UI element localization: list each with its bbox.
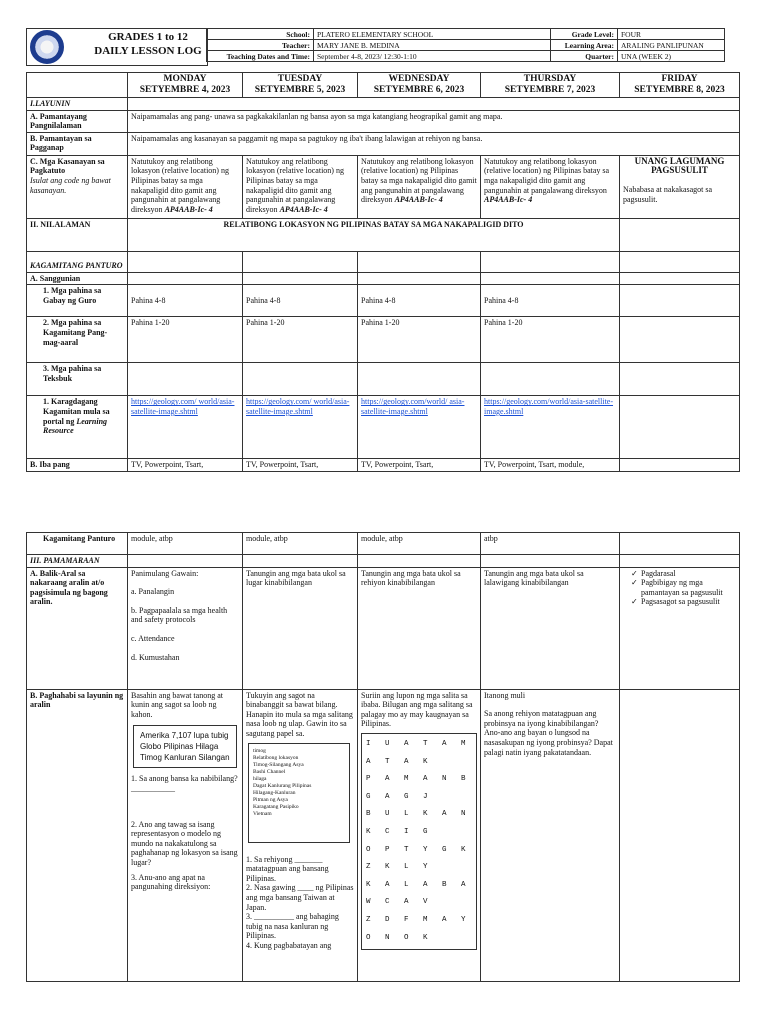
balik-aral-fri — [620, 567, 740, 689]
blank-cell — [358, 272, 481, 285]
quarter-label: Quarter: — [551, 51, 618, 62]
blank-cell — [243, 251, 358, 272]
grid-row: P A M A N B G A G J — [366, 775, 471, 801]
cloud-word: Karagatang Pasipiko — [253, 803, 299, 810]
balik-aral-thu: Tanungin ang mga bata ukol sa lalawigang kinabibilangan — [481, 567, 620, 689]
gabay-guro-wed: Pahina 4-8 — [358, 285, 481, 317]
kasanayan-label-cell — [27, 155, 128, 218]
kasanayan-text: Natutukoy ang relatibong lokasyon (relative location) ng Pilipinas batay sa mga nakapaligid dito gamit ang pangunahin at pangalawang direksyon — [131, 156, 229, 214]
geology-link[interactable]: https://geology.com/ world/asia-satellite-image.shtml — [246, 397, 350, 416]
tue-q3: 3. __________ ang bahaging tubig na nasa kanluran ng Pilipinas. — [246, 912, 339, 941]
iba-mon: TV, Powerpoint, Tsart, — [128, 459, 243, 472]
wed-intro: Suriin ang lupon ng mga salita sa ibaba. Bilugan ang mga salitang sa palagay mo ay may kaugnayan sa Pilipinas. — [361, 690, 473, 729]
grid-row: I U A T A M A T A K — [366, 739, 471, 766]
mon-q3: 3. Anu-ano ang apat na pangunahing direksiyon: — [131, 872, 211, 892]
gawain-item: d. Kumustahan — [131, 652, 180, 662]
blank-cell — [620, 396, 740, 459]
cont-tue: module, atbp — [243, 533, 358, 555]
fri-text: Nababasa at nakakasagot sa pagsusulit. — [623, 184, 713, 204]
balik-aral-wed: Tanungin ang mga bata ukol sa rehiyon kinabibilangan — [358, 567, 481, 689]
day-header-thu — [481, 73, 620, 98]
cloud-word: Timog-Silangang Asya — [253, 761, 304, 768]
checklist-item: ✓ Pagdarasal — [631, 569, 736, 579]
mon-q1: 1. Sa anong bansa ka nabibilang? ___________ — [131, 774, 238, 793]
blank-cell — [620, 317, 740, 363]
school-value: PLATERO ELEMENTARY SCHOOL — [314, 29, 551, 40]
balik-aral-label: A. Balik-Aral sa nakaraang aralin at/o pagsisimula ng bagong aralin. — [27, 567, 128, 689]
fri-title: UNANG LAGUMANG PAGSUSULIT — [634, 155, 725, 176]
kasanayan-wed — [358, 155, 481, 218]
cloud-word: Hilagang-Kanluran — [253, 789, 296, 796]
cont-thu: atbp — [481, 533, 620, 555]
kagamitan-heading: KAGAMITANG PANTURO — [27, 251, 128, 272]
gawain-item: a. Panalangin — [131, 587, 175, 597]
kagamitang-mag-aaral-label: 2. Mga pahina sa Kagamitang Pang-mag-aaral — [27, 317, 128, 363]
blank-cell — [620, 555, 740, 568]
checklist-item: ✓ Pagbibigay ng mga pamantayan sa pagsusulit — [631, 578, 736, 597]
paghahabi-mon — [128, 689, 243, 981]
tue-q2: 2. Nasa gawing ____ ng Pilipinas ang mga bansang Taiwan at Japan. — [246, 883, 354, 912]
day-date: SETYEMBRE 8, 2023 — [634, 85, 725, 95]
thu-text: Sa anong rehiyon matatagpuan ang probinsya na iyong kinabibilangan? Ano-ano ang bayan o lungsod na nasasakupan ng iyong probinsya? Dapat palagi natin iyang pakatatandaan. — [484, 709, 613, 757]
school-label: School: — [207, 29, 314, 40]
grade-value: FOUR — [618, 29, 725, 40]
cloud-word: timog — [253, 747, 266, 754]
dates-value: September 4-8, 2023/ 12:30-1:10 — [314, 51, 551, 62]
paghahabi-wed — [358, 689, 481, 981]
day-name: MONDAY — [163, 74, 207, 84]
balik-aral-tue: Tanungin ang mga bata ukol sa lugar kinabibilangan — [243, 567, 358, 689]
blank-cell — [243, 363, 358, 396]
blank-cell — [128, 98, 740, 111]
gabay-guro-thu: Pahina 4-8 — [481, 285, 620, 317]
blank-cell — [481, 555, 620, 568]
day-header-tue — [243, 73, 358, 98]
day-header-fri — [620, 73, 740, 98]
layunin-heading: I.LAYUNIN — [27, 98, 128, 111]
link-cell-wed — [358, 396, 481, 459]
pamantayan-pagganap-label: B. Pamantayan sa Pagganap — [27, 132, 128, 155]
cont-mon: module, atbp — [128, 533, 243, 555]
paghahabi-tue — [243, 689, 358, 981]
kasanayan-text: Natutukoy ang relatibong lokasyon (relative location) ng Pilipinas batay sa mga nakapaligid dito gamit ang pangunahin at pangalawang direksyon — [361, 156, 477, 205]
cloud-word: Pitman ng Asya — [253, 796, 288, 803]
blank-cell — [243, 272, 358, 285]
cloud-word: Dagat Kanlurang Pilipinas — [253, 782, 312, 789]
cloud-word: Vietnam — [253, 810, 272, 817]
title-line-1: GRADES 1 to 12 — [108, 31, 188, 43]
balik-aral-mon — [128, 567, 243, 689]
day-name: FRIDAY — [661, 74, 698, 84]
day-name: THURSDAY — [523, 74, 577, 84]
word-box: Amerika 7,107 lupa tubig Globo Pilipinas Hilaga Timog Kanluran Silangan — [133, 725, 237, 768]
area-value: ARALING PANLIPUNAN — [618, 40, 725, 51]
kasanayan-code: AP4AAB-Ic- 4 — [394, 195, 443, 205]
day-date: SETYEMBRE 7, 2023 — [504, 85, 596, 95]
cont-wed: module, atbp — [358, 533, 481, 555]
cloud-word: hilaga — [253, 775, 267, 782]
blank-cell — [620, 272, 740, 285]
portal-label — [27, 396, 128, 459]
word-cloud-box — [248, 743, 350, 843]
link-cell-thu — [481, 396, 620, 459]
iba-wed: TV, Powerpoint, Tsart, — [358, 459, 481, 472]
geology-link[interactable]: https://geology.com/world/ asia-satellite-image.shtml — [361, 397, 465, 416]
blank-cell — [128, 363, 243, 396]
kasanayan-label: C. Mga Kasanayan sa Pagkatuto — [30, 156, 105, 176]
deped-seal-icon — [30, 30, 64, 64]
day-name: TUESDAY — [277, 74, 323, 84]
mag-aaral-tue: Pahina 1-20 — [243, 317, 358, 363]
day-header-wed — [358, 73, 481, 98]
tue-q4: 4. Kung pagbabatayan ang — [246, 940, 332, 950]
gawain-item: b. Pagpapaalala sa mga health and safety protocols — [131, 605, 228, 625]
day-header-mon — [128, 73, 243, 98]
kasanayan-note: Isulat ang code ng bawat kasanayan. — [30, 175, 111, 195]
teacher-value: MARY JANE B. MEDINA — [314, 40, 551, 51]
gabay-guro-mon: Pahina 4-8 — [128, 285, 243, 317]
blank-cell — [128, 251, 243, 272]
blank-cell — [620, 533, 740, 555]
checklist-item: ✓ Pagsasagot sa pagsusulit — [631, 597, 736, 607]
lesson-table-page1 — [26, 72, 740, 472]
teacher-label: Teacher: — [207, 40, 314, 51]
title-line-2: DAILY LESSON LOG — [94, 45, 202, 57]
thu-title: Itanong muli — [484, 690, 526, 700]
word-search-grid — [361, 733, 477, 950]
grid-row: K A L A B A W C A V — [366, 880, 471, 907]
corner-cell — [27, 73, 128, 98]
blank-cell — [128, 272, 243, 285]
info-table — [206, 28, 725, 62]
paghahabi-label: B. Paghahabi sa layunin ng aralin — [27, 689, 128, 981]
blank-cell — [620, 251, 740, 272]
tue-intro: Tukuyin ang sagot na binabanggit sa bawat bilang. Hanapin ito mula sa mga salitang nasa loob ng ulap. Gawin ito sa sagutang papel sa. — [246, 690, 353, 738]
blank-cell — [358, 251, 481, 272]
link-cell-mon — [128, 396, 243, 459]
fri-checklist — [623, 569, 736, 607]
paghahabi-thu — [481, 689, 620, 981]
blank-cell — [481, 363, 620, 396]
blank-cell — [481, 251, 620, 272]
sanggunian-label: A. Sanggunian — [27, 272, 128, 285]
header — [26, 28, 739, 65]
blank-cell — [358, 363, 481, 396]
area-label: Learning Area: — [551, 40, 618, 51]
grade-label: Grade Level: — [551, 29, 618, 40]
nilalaman-text: RELATIBONG LOKASYON NG PILIPINAS BATAY SA MGA NAKAPALIGID DITO — [128, 218, 620, 251]
kasanayan-text: Natutukoy ang relatibong lokasyon (relative location) ng Pilipinas batay sa mga nakapaligid dito gamit ang pangunahin at pangalawang direksyon — [246, 156, 344, 214]
blank-cell — [243, 555, 358, 568]
kasanayan-text: Natutukoy ang relatibong lokasyon (relative location) ng Pilipinas batay sa mga nakapaligid dito gamit ang pangunahin at pangalawang direksyon — [484, 156, 610, 195]
gawain-item: c. Attendance — [131, 633, 175, 643]
kasanayan-code: AP4AAB-Ic- 4 — [484, 195, 533, 205]
day-date: SETYEMBRE 5, 2023 — [254, 85, 346, 95]
mon-intro: Basahin ang bawat tanong at kunin ang sagot sa loob ng kahon. — [131, 690, 223, 719]
lesson-table-page2 — [26, 532, 740, 982]
teksbuk-label: 3. Mga pahina sa Teksbuk — [27, 363, 128, 396]
day-name: WEDNESDAY — [388, 74, 450, 84]
mag-aaral-thu: Pahina 1-20 — [481, 317, 620, 363]
blank-cell — [620, 459, 740, 472]
kasanayan-mon — [128, 155, 243, 218]
log-title — [68, 30, 228, 58]
pamantayang-pangnilalaman-label: A. Pamantayang Pangnilalaman — [27, 110, 128, 132]
portal-label-text: 1. Karagdagang Kagamitan mula sa portal ng — [43, 397, 110, 426]
tue-q1: 1. Sa rehiyong _______ matatagpuan ang bansang Pilipinas. — [246, 854, 329, 883]
grid-row: O P T Y G K Z K L Y — [366, 845, 471, 872]
cloud-word: Bashi Channel — [253, 768, 286, 775]
pamantayan-pagganap-text: Naipamamalas ang kasanayan sa paggamit ng mapa sa pagtukoy ng iba't ibang lalawigan at rehiyon ng bansa. — [128, 132, 740, 155]
mag-aaral-wed: Pahina 1-20 — [358, 317, 481, 363]
panimulang-gawain: Panimulang Gawain: — [131, 568, 199, 578]
blank-cell — [620, 689, 740, 981]
iba-pang-label: B. Iba pang — [27, 459, 128, 472]
link-cell-tue — [243, 396, 358, 459]
gabay-guro-tue: Pahina 4-8 — [243, 285, 358, 317]
geology-link[interactable]: https://geology.com/ world/asia-satellite-image.shtml — [131, 397, 235, 416]
day-date: SETYEMBRE 4, 2023 — [139, 85, 231, 95]
quarter-value: UNA (WEEK 2) — [618, 51, 725, 62]
pamamaraan-heading: III. PAMAMARAAN — [27, 555, 128, 568]
blank-cell — [620, 218, 740, 251]
kasanayan-tue — [243, 155, 358, 218]
geology-link[interactable]: https://geology.com/world/asia-satellite-image.shtml — [484, 397, 614, 416]
kasanayan-code: AP4AAB-Ic- 4 — [164, 204, 213, 214]
dates-label: Teaching Dates and Time: — [207, 51, 314, 62]
blank-cell — [358, 555, 481, 568]
nilalaman-label: II. NILALAMAN — [27, 218, 128, 251]
cloud-word: Relatibong lokasyon — [253, 754, 299, 761]
blank-cell — [620, 285, 740, 317]
gabay-guro-label: 1. Mga pahina sa Gabay ng Guro — [27, 285, 128, 317]
kasanayan-fri — [620, 155, 740, 218]
kasanayan-code: AP4AAB-Ic- 4 — [279, 204, 328, 214]
grid-row: Z D F M A Y O N O K — [366, 915, 471, 942]
iba-thu: TV, Powerpoint, Tsart, module, — [481, 459, 620, 472]
kasanayan-thu — [481, 155, 620, 218]
pamantayang-pangnilalaman-text: Naipamamalas ang pang- unawa sa pagkakakilanlan ng bansa ayon sa mga katangiang heograpikal gamit ang mapa. — [128, 110, 740, 132]
blank-cell — [481, 272, 620, 285]
mag-aaral-mon: Pahina 1-20 — [128, 317, 243, 363]
kagamitang-panturo-cont: Kagamitang Panturo — [27, 533, 128, 555]
blank-cell — [128, 555, 243, 568]
grid-row: B U L K A N K C I G — [366, 810, 471, 836]
mon-q2: 2. Ano ang tawag sa isang representasyon o modelo ng mundo na nakakatulong sa paghahanap ng lokasyon sa isang lugar? — [131, 819, 238, 867]
blank-cell — [620, 363, 740, 396]
day-date: SETYEMBRE 6, 2023 — [373, 85, 465, 95]
iba-tue: TV, Powerpoint, Tsart, — [243, 459, 358, 472]
portal-label-italic: Learning Resource — [43, 416, 108, 436]
